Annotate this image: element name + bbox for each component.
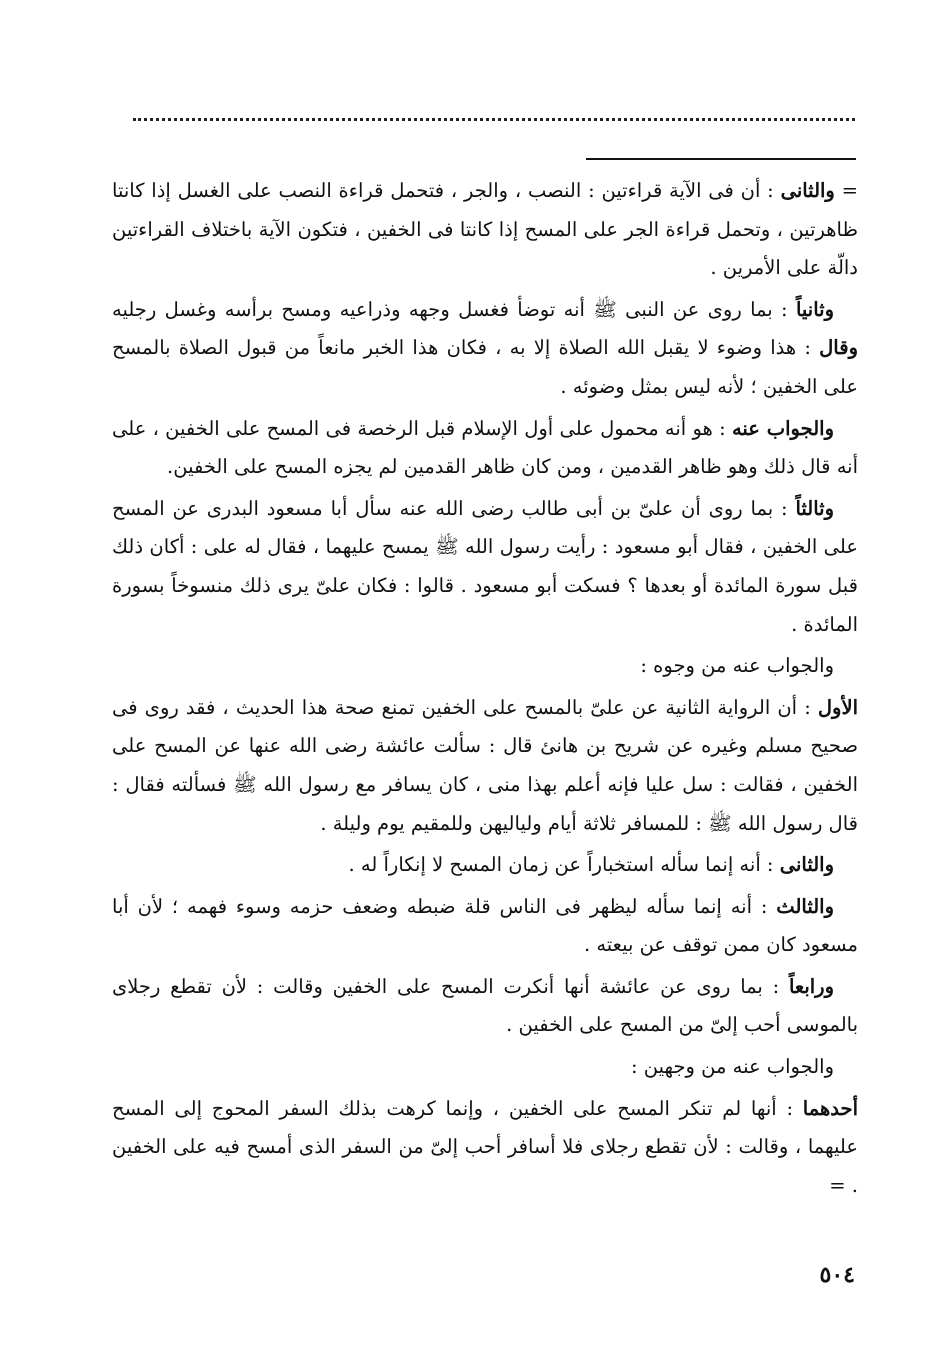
paragraph: [112, 291, 858, 407]
paragraph-body: : بما روى عن النبى ﷺ أنه توضأ فغسل وجهه وذراعيه ومسح برأسه وغسل رجليه: [112, 297, 796, 321]
paragraph-body: والجواب عنه من وجوه :: [640, 654, 834, 678]
paragraph: [112, 410, 858, 487]
paragraph: [112, 490, 858, 644]
paragraph-heading: الأول: [817, 695, 858, 719]
paragraph-heading: وثالثاً: [795, 496, 834, 520]
paragraph: [112, 172, 858, 288]
paragraph-heading: والثانى: [779, 853, 834, 877]
paragraph: [112, 968, 858, 1045]
paragraph-body: : بما روى أن علىّ بن أبى طالب رضى الله عنه سأل أبا مسعود البدرى عن المسح على الخفين ، فقال أبو مسعود : رأيت رسول الله ﷺ يمسح عليهما ، فقال له على : أكان ذلك قبل سورة المائدة أو بعدها ؟ فسكت أبو مسعود . قالوا : فكان علىّ يرى ذلك منسوخاً بسورة المائدة .: [112, 496, 858, 636]
paragraph: [112, 647, 858, 686]
paragraph-heading: ورابعاً: [788, 974, 834, 998]
paragraph-body: : أنه إنما سأله استخباراً عن زمان المسح لا إنكاراً له .: [348, 853, 780, 877]
paragraph-heading: وقال: [819, 336, 858, 360]
paragraph: [112, 846, 858, 885]
paragraph-body: : هو أنه محمول على أول الإسلام قبل الرخصة فى المسح على الخفين ، على أنه قال ذلك وهو ظاهر القدمين ، ومن كان ظاهر القدمين لم يجزه المسح على الخفين.: [112, 416, 858, 479]
paragraph-body: : أنها لم تنكر المسح على الخفين ، وإنما كرهت بذلك السفر المحوج إلى المسح عليهما ، وقالت : لأن تقطع رجلاى فلا أسافر أحب إلىّ من السفر الذى أمسح فيه على الخفين .: [112, 1096, 858, 1197]
paragraph-heading: والثانى: [780, 179, 835, 202]
footnote-rule: [586, 158, 856, 160]
paragraph: [112, 689, 858, 843]
paragraph-body: : أنه إنما سأله ليظهر فى الناس قلة ضبطه وضعف حزمه وسوء فهمه ؛ لأن أبا مسعود كان ممن توقف عن بيعته .: [112, 894, 858, 957]
paragraph: [112, 888, 858, 965]
paragraph-body: : هذا وضوء لا يقبل الله الصلاة إلا به ، فكان هذا الخبر مانعاً من قبول الصلاة بالمسح على الخفين ؛ لأنه ليس بمثل وضوئه .: [112, 336, 858, 398]
paragraph-body: والجواب عنه من وجهين :: [630, 1055, 834, 1079]
paragraph-heading: والجواب عنه: [731, 416, 834, 440]
paragraph: [112, 1048, 858, 1087]
footnote-text: [112, 172, 858, 1208]
paragraph: [112, 1090, 858, 1206]
dotted-separator: [133, 118, 855, 121]
paragraph-body: : أن فى الآية قراءتين : النصب ، والجر ، فتحمل قراءة النصب على الغسل إذا كانتا ظاهرتين ، وتحمل قراءة الجر على المسح إذا كانتا فى الخفين ، فتكون الآية باختلاف القراءتين دالّة على الأمرين .: [112, 179, 858, 280]
paragraph-heading: أحدهما: [802, 1096, 858, 1120]
page-number: ٥٠٤: [819, 1262, 855, 1288]
paragraph-heading: والثالث: [776, 894, 834, 918]
continuation-mark: =: [834, 179, 858, 202]
paragraph-heading: وثانياً: [795, 297, 834, 321]
continuation-mark: =: [829, 1173, 852, 1197]
paragraph-body: : أن الرواية الثانية عن علىّ بالمسح على الخفين تمنع صحة هذا الحديث ، فقد روى فى صحيح مسلم وغيره عن شريح بن هانئ قال : سألت عائشة رضى الله عنها عن المسح على الخفين ، فقالت : سل عليا فإنه أعلم بهذا منى ، كان يسافر مع رسول الله ﷺ فسألته فقال : قال رسول الله ﷺ : للمسافر ثلاثة أيام ولياليهن وللمقيم يوم وليلة .: [112, 695, 858, 835]
paragraph-body: : بما روى عن عائشة أنها أنكرت المسح على الخفين وقالت : لأن تقطع رجلاى بالموسى أحب إلىّ من المسح على الخفين .: [112, 974, 858, 1037]
